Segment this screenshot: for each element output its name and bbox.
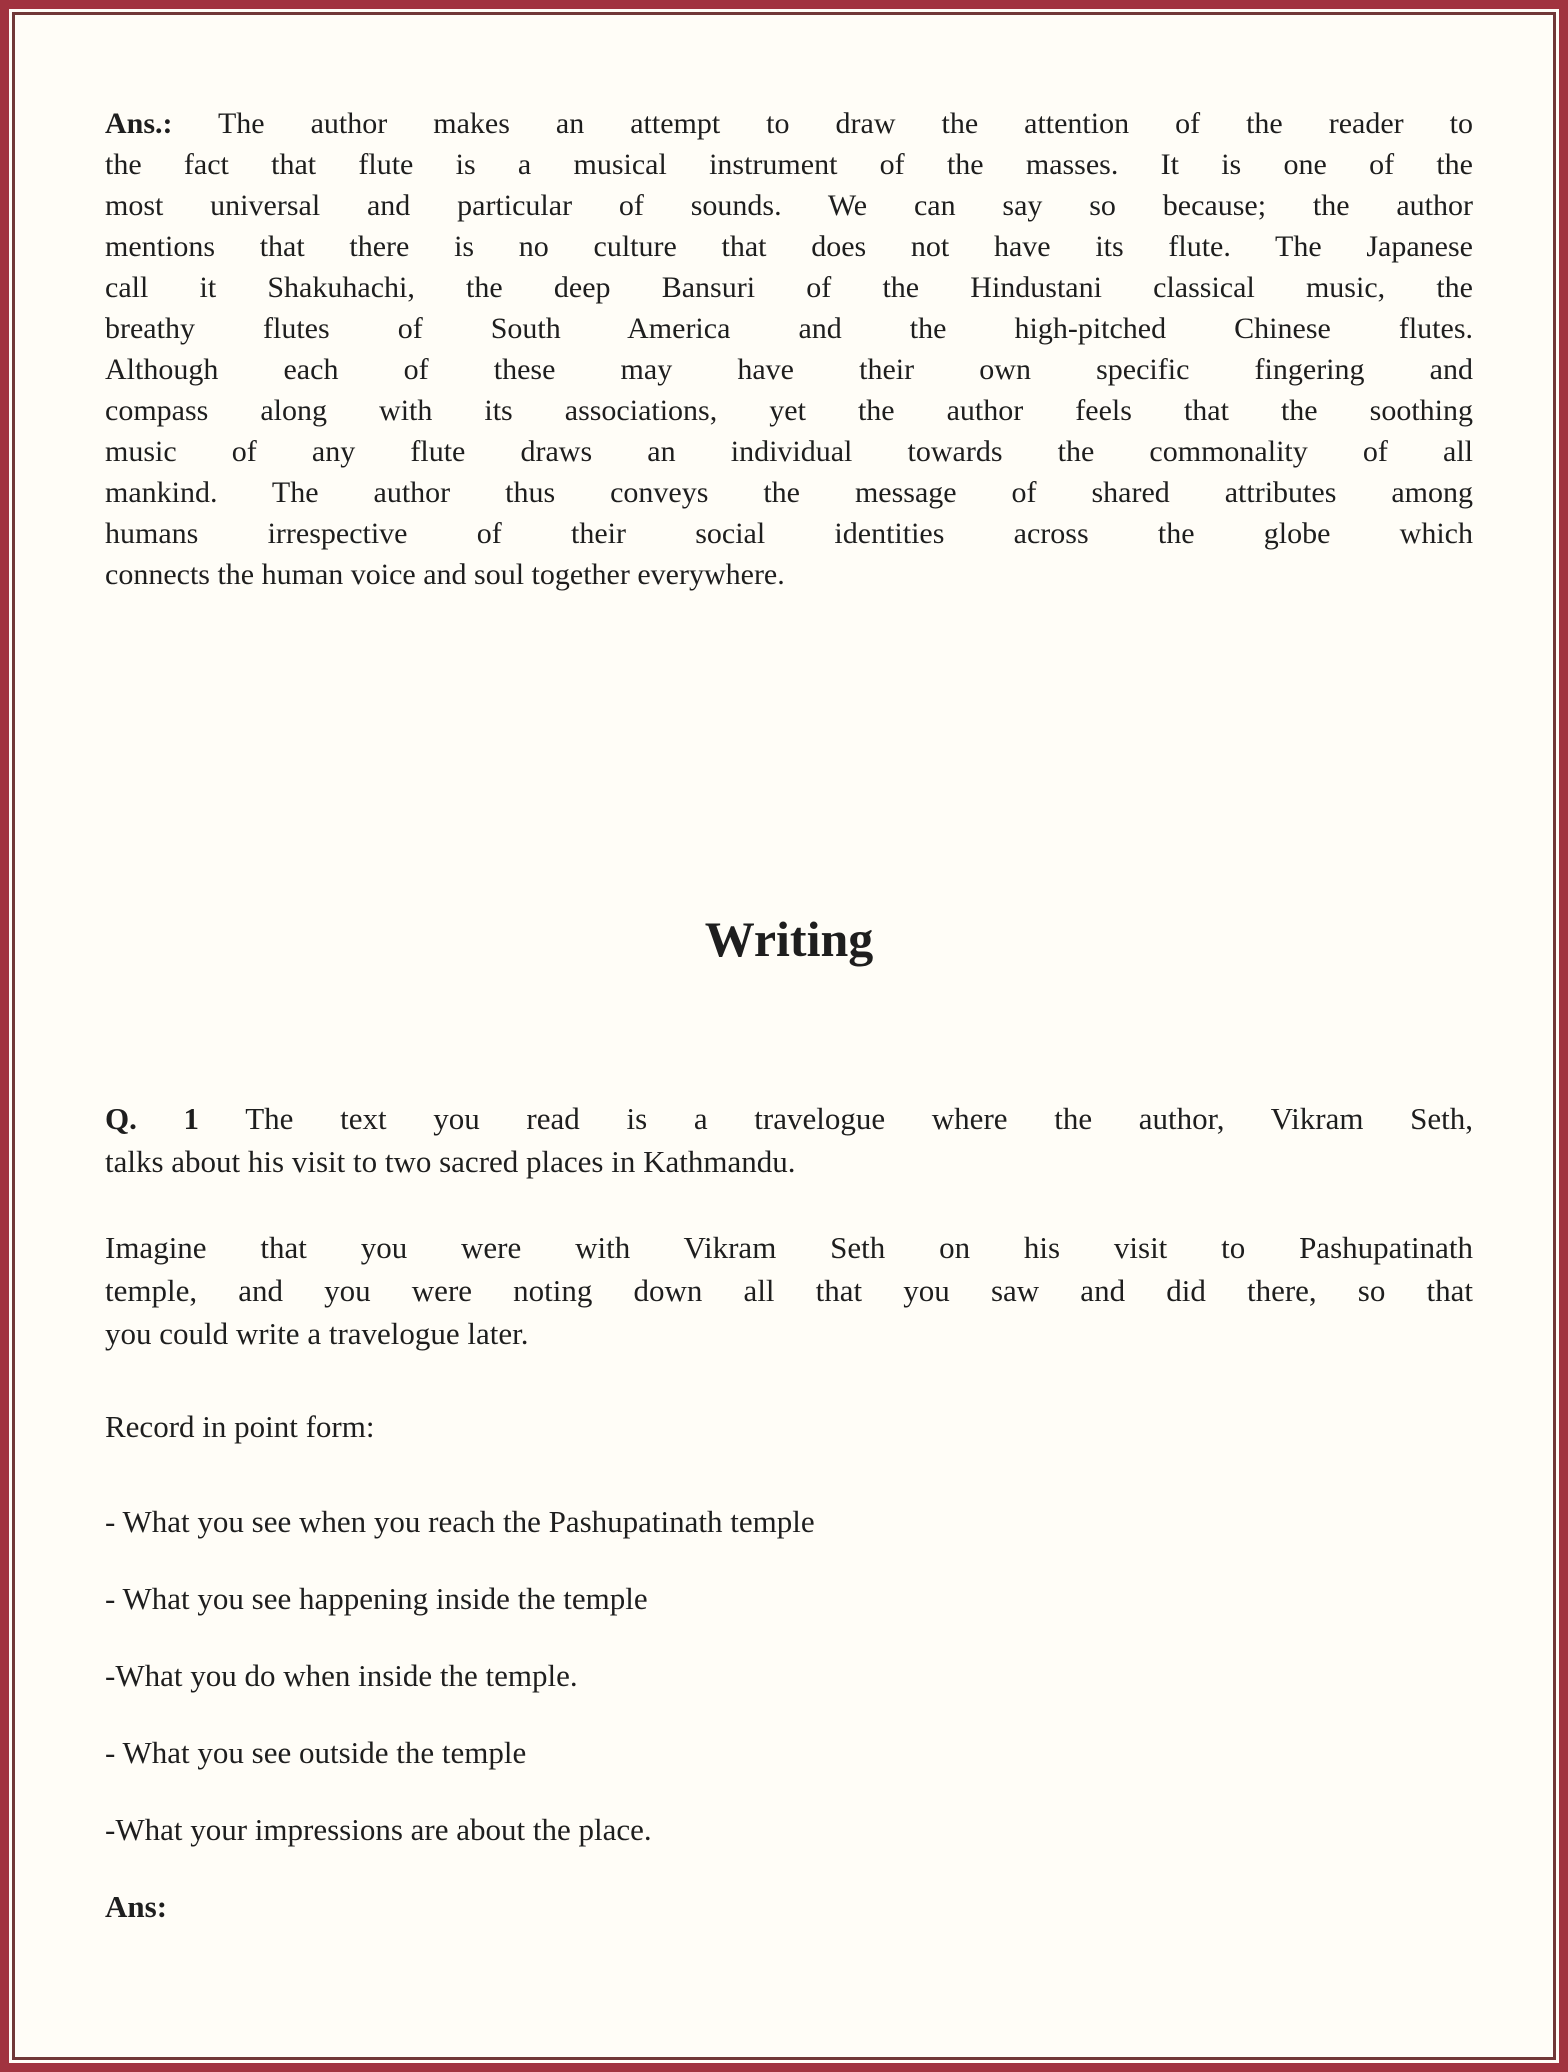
answer-text-line: compass along with its associations, yet the author feels that the soothing — [105, 394, 1473, 427]
question-text-line: talks about his visit to two sacred places in Kathmandu. — [105, 1144, 796, 1179]
bold-label: Ans.: — [105, 107, 173, 140]
answer-text-line: most universal and particular of sounds. We can say so because; the author — [105, 189, 1473, 222]
answer-text-line: connects the human voice and soul together everywhere. — [105, 558, 785, 591]
point-line: -What you do when inside the temple. — [105, 1658, 578, 1693]
question-text-line: Q. 1 The text you read is a travelogue where the author, Vikram Seth, — [105, 1101, 1473, 1136]
answer-text-line: humans irrespective of their social identities across the globe which — [105, 517, 1473, 550]
answer-paragraph — [105, 103, 1473, 595]
answer-text-line: mentions that there is no culture that does not have its flute. The Japanese — [105, 230, 1473, 263]
point-line: - What you see when you reach the Pashupatinath temple — [105, 1504, 815, 1539]
record-prompt: Record in point form: — [105, 1409, 375, 1444]
point-line: - What you see outside the temple — [105, 1735, 527, 1770]
imagine-text-line: Imagine that you were with Vikram Seth on his visit to Pashupatinath — [105, 1230, 1473, 1265]
point-line: -What your impressions are about the place. — [105, 1812, 652, 1847]
question-paragraph — [105, 1097, 1473, 1183]
imagine-text-line: temple, and you were noting down all that you saw and did there, so that — [105, 1273, 1473, 1308]
answer-text-line: Although each of these may have their own specific fingering and — [105, 353, 1473, 386]
answer-text-line: breathy flutes of South America and the high-pitched Chinese flutes. — [105, 312, 1473, 345]
imagine-paragraph — [105, 1226, 1473, 1355]
page-content — [105, 103, 1473, 1928]
answer-text-line: Ans.: The author makes an attempt to draw the attention of the reader to — [105, 107, 1473, 140]
answer-text-line: music of any flute draws an individual towards the commonality of all — [105, 435, 1473, 468]
answer-text-line: the fact that flute is a musical instrument of the masses. It is one of the — [105, 148, 1473, 181]
points-list — [105, 1500, 1473, 1851]
imagine-text-line: you could write a travelogue later. — [105, 1316, 529, 1351]
answer-text-line: mankind. The author thus conveys the message of shared attributes among — [105, 476, 1473, 509]
answer-label: Ans: — [105, 1889, 168, 1924]
bold-label: Q. 1 — [105, 1101, 200, 1136]
section-heading-writing: Writing — [704, 911, 874, 967]
answer-text-line: call it Shakuhachi, the deep Bansuri of the Hindustani classical music, the — [105, 271, 1473, 304]
point-line: - What you see happening inside the temple — [105, 1581, 648, 1616]
